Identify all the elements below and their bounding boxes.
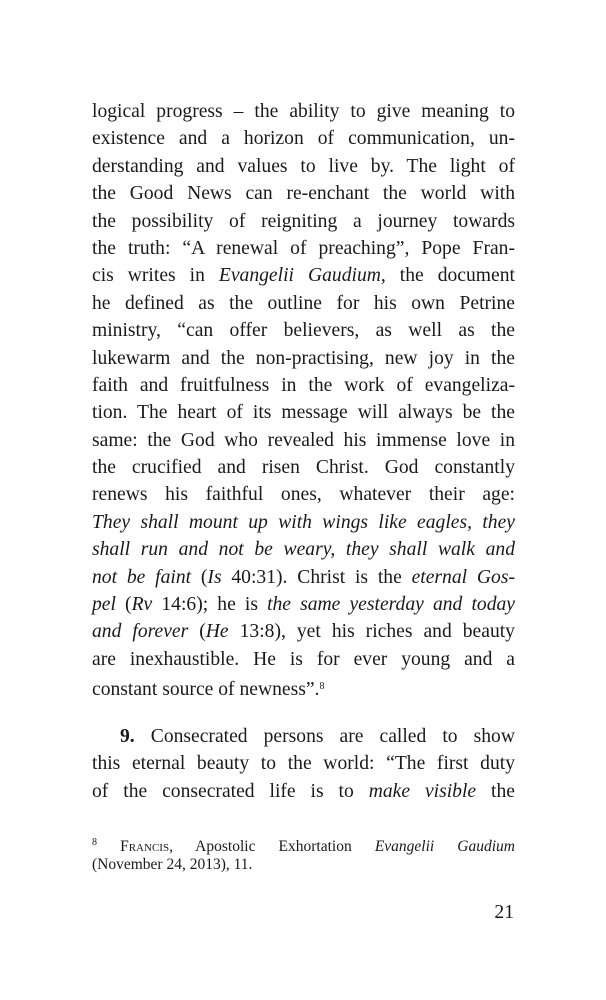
text-segment: Is [207, 566, 222, 588]
text-segment: 13:8), yet his riches and beauty [228, 621, 515, 643]
text-line [92, 591, 515, 618]
footnote-marker: 8 [92, 837, 97, 848]
footnote-marker: 8 [319, 681, 325, 693]
text-segment: renews his faithful ones, whatever their age: [92, 484, 515, 506]
text-segment: eternal Gos- [411, 566, 515, 588]
text-segment: He [205, 621, 229, 643]
text-line [92, 618, 515, 645]
text-segment: existence and a horizon of communication, un- [92, 128, 515, 150]
text-segment: make visible [368, 780, 477, 802]
text-segment: 40:31). Christ is the [221, 566, 412, 588]
text-segment: this eternal beauty to the world: “The first duty [92, 753, 515, 775]
footnote [92, 832, 515, 876]
text-segment: Consecrated persons are called to show [134, 726, 515, 747]
text-segment: the truth: “A renewal of preaching”, Pope Fran- [92, 237, 515, 259]
text-segment: the possibility of reigniting a journey towards [92, 210, 515, 232]
text-line [92, 317, 515, 344]
text-segment: same: the God who revealed his immense love in [92, 429, 515, 451]
text-segment: lukewarm and the non-practising, new joy in the [92, 347, 515, 369]
text-line [92, 427, 515, 454]
text-line [92, 125, 515, 152]
text-line [92, 399, 515, 426]
text-segment: derstanding and values to live by. The light of [92, 155, 515, 177]
page-number: 21 [494, 902, 514, 923]
text-line [92, 454, 515, 481]
text-line [92, 832, 515, 854]
text-segment: of the consecrated life is to [92, 780, 369, 802]
text-segment: logical progress – the ability to give meaning to [92, 101, 515, 122]
text-line [92, 750, 515, 777]
text-segment: shall run and not be weary, they shall walk and [92, 539, 515, 561]
text-segment: They shall mount up with wings like eagles, they [92, 511, 515, 533]
text-segment: not be faint [92, 566, 192, 588]
text-segment: tion. The heart of its message will always be the [92, 402, 515, 424]
text-segment: Rv [131, 594, 153, 616]
text-line [92, 723, 515, 750]
text-segment: and forever [92, 621, 189, 643]
text-line [92, 481, 515, 508]
text-line [92, 153, 515, 180]
text-segment: Francis [120, 838, 170, 855]
text-segment: constant source of newness”. [92, 679, 320, 701]
text-segment [97, 838, 120, 855]
text-segment: cis writes in [92, 265, 219, 287]
text-line [92, 509, 515, 536]
text-segment: 14:6); he is [152, 594, 268, 616]
text-segment: (November 24, 2013), 11. [92, 856, 253, 873]
text-line [92, 673, 515, 700]
body-paragraph [92, 98, 515, 701]
text-line [92, 646, 515, 673]
text-segment: Evangelii Gaudium [218, 265, 381, 287]
text-segment: , Apostolic Exhortation [169, 838, 375, 855]
text-segment: Evangelii Gaudium [374, 838, 515, 855]
text-line [92, 778, 515, 805]
text-line [92, 372, 515, 399]
text-segment: are inexhaustible. He is for ever young and a [92, 648, 515, 670]
text-segment: he defined as the outline for his own Petrine [92, 292, 515, 314]
text-line [92, 854, 515, 876]
text-line [92, 290, 515, 317]
text-line [92, 180, 515, 207]
paragraph-9 [92, 723, 515, 805]
text-line [92, 262, 515, 289]
text-line [92, 98, 515, 125]
text-segment: ( [188, 621, 206, 643]
text-segment: faith and fruitfulness in the work of evangeliza- [92, 374, 515, 396]
text-segment: the same yesterday and today [267, 594, 515, 616]
text-line [92, 564, 515, 591]
text-line [92, 208, 515, 235]
text-line [92, 235, 515, 262]
text-segment: the [476, 780, 515, 802]
text-segment: ( [191, 566, 208, 588]
text-segment: , the document [380, 265, 515, 287]
text-segment: pel [92, 594, 116, 616]
text-line [92, 536, 515, 563]
text-segment: ministry, “can offer believers, as well as the [92, 320, 515, 342]
text-line [92, 345, 515, 372]
text-segment: ( [115, 594, 132, 616]
text-segment: the Good News can re-enchant the world with [92, 183, 515, 205]
text-segment: the crucified and risen Christ. God constantly [92, 457, 515, 479]
text-segment: 9. [120, 726, 135, 747]
